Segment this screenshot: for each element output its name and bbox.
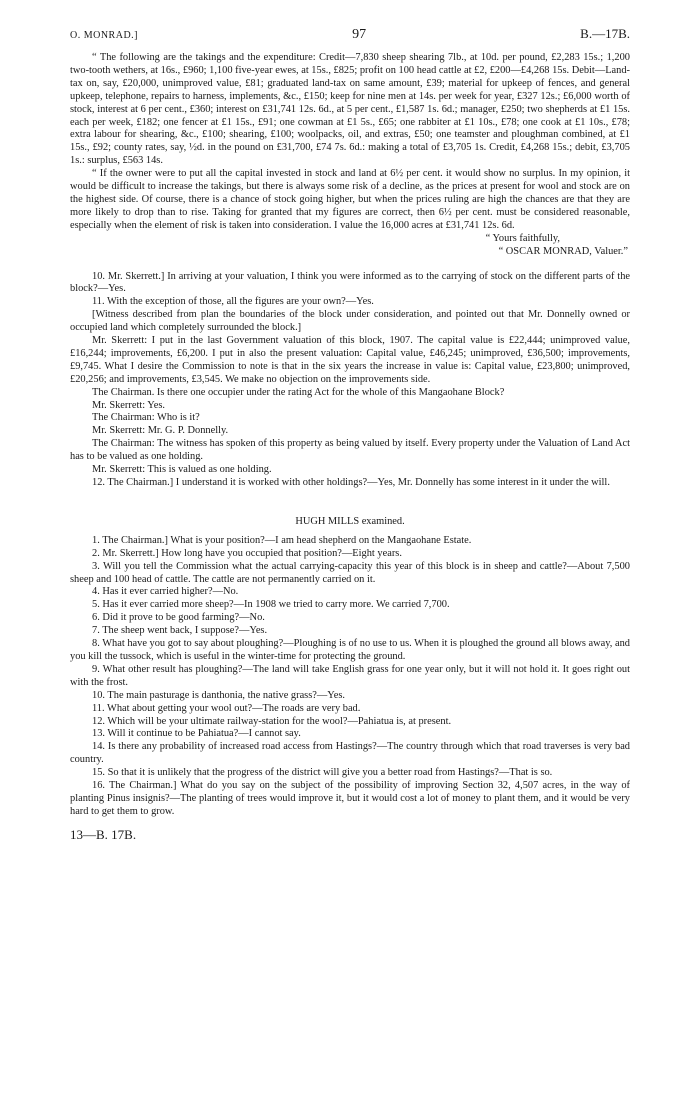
qa-paragraph: 15. So that it is unlikely that the progress of the district will give you a better road from Hastings?—That is so. bbox=[92, 767, 553, 779]
qa-paragraph: 16. The Chairman.] What do you say on the subject of the possibility of improving Section 32, 4,507 acres, in the way of planting Pinus insignis?—The planting of trees would improve it, but it would cost a lot of money to plant them, and it would be very hard to get them to grow. bbox=[70, 780, 630, 817]
qa-paragraph: Mr. Skerrett: This is valued as one holding. bbox=[92, 464, 272, 476]
qa-paragraph: 11. With the exception of those, all the figures are your own?—Yes. bbox=[92, 296, 374, 308]
qa-paragraph: 12. Which will be your ultimate railway-station for the wool?—Pahiatua is, at present. bbox=[92, 715, 452, 727]
qa-paragraph: 1. The Chairman.] What is your position?—I am head shepherd on the Mangaohane Estate. bbox=[92, 534, 472, 546]
qa-paragraph: 7. The sheep went back, I suppose?—Yes. bbox=[92, 625, 268, 637]
letter-signature: “ OSCAR MONRAD, Valuer.” bbox=[498, 245, 628, 257]
section-title: HUGH MILLS examined. bbox=[295, 515, 405, 527]
qa-paragraph: The Chairman. Is there one occupier under the rating Act for the whole of this Mangaohane Block? bbox=[92, 386, 505, 398]
qa-paragraph: Mr. Skerrett: Yes. bbox=[92, 399, 166, 411]
qa-paragraph: Mr. Skerrett: Mr. G. P. Donnelly. bbox=[92, 425, 229, 437]
qa-paragraph: 10. The main pasturage is danthonia, the native grass?—Yes. bbox=[92, 689, 345, 701]
qa-paragraph: 6. Did it prove to be good farming?—No. bbox=[92, 612, 265, 624]
qa-paragraph: 5. Has it ever carried more sheep?—In 1908 we tried to carry more. We carried 7,700. bbox=[92, 599, 450, 611]
qa-paragraph: 8. What have you got to say about ploughing?—Ploughing is of no use to us. When it is ploughed the ground all blows away, and you kill the tussock, which is useful in the winter-time for protecting the ground. bbox=[70, 638, 630, 662]
qa-paragraph: [Witness described from plan the boundaries of the block under consideration, and pointed out that Mr. Donnelly owned or occupied land which completely surrounded the block.] bbox=[70, 309, 630, 334]
qa-paragraph: Mr. Skerrett: I put in the last Government valuation of this block, 1907. The capital value is £22,444; unimproved value, £16,244; improvements, £6,200. I put in also the present valuation: Capital value, £46,245; unimproved, £36,500; improvements, £9,745. What I desire the Commission to note is that in the six years the increase in value is: Capital value, £23,800; unimproved, £20,256; and improvements, £3,545. We make no objection on the improvements side. bbox=[70, 335, 630, 385]
qa-paragraph: 10. Mr. Skerrett.] In arriving at your valuation, I think you were informed as to the carrying of stock on the different parts of the block?—Yes. bbox=[70, 270, 630, 295]
qa-paragraph: 13. Will it continue to be Pahiatua?—I cannot say. bbox=[92, 728, 301, 740]
page-footer: 13—B. 17B. bbox=[70, 826, 137, 842]
paper-reference: B.—17B. bbox=[580, 26, 630, 41]
qa-paragraph: 3. Will you tell the Commission what the actual carrying-capacity this year of this block is in sheep and cattle?—About 7,500 sheep and 100 head of cattle. The cattle are not permanently carried on it. bbox=[70, 560, 630, 585]
qa-paragraph: 4. Has it ever carried higher?—No. bbox=[92, 586, 239, 598]
valuer-letter bbox=[70, 52, 630, 259]
header-witness: O. MONRAD.] bbox=[70, 30, 138, 41]
page-header bbox=[70, 28, 630, 46]
qa-paragraph: 12. The Chairman.] I understand it is worked with other holdings?—Yes, Mr. Donnelly has some interest in it under the will. bbox=[92, 477, 610, 488]
examination-continued bbox=[70, 271, 630, 490]
letter-paragraph: “ The following are the takings and the expenditure: Credit—7,830 sheep shearing 7lb., at 10d. per pound, £2,283 15s.; 1,200 two-tooth wethers, at 16s., £960; 1,100 five-year ewes, at 15s., £825; profit on 100 head cattle at £2, £200—£4,268 15s. Debit—Land-tax on, say, £20,000, unimproved value, £81; graduated land-tax on same amount, £39; material for upkeep of fences, and general upkeep, telephone, repairs to harness, implements, &c., £150; keep for nine men at 14s. per week for year, £327 12s.; £6,000 worth of stock, interest at 6 per cent., £360; interest on £31,741 12s. 6d., at 5 per cent., £1,587 1s. 6d.; manager, £250; two shepherds at £1 15s. each per week, £182; one fencer at £1 15s., £91; one cowman at £1 5s., £65; one rabbiter at £1 10s., £78; one cook at £1 10s., £78; extra labour for shearing, &c., £100; shearing, £100; woolpacks, oil, and extras, £50; one teamster and ploughman combined, at £1 15s., £92; county rates, say, ½d. in the pound on £31,700, £74 7s. 6d.: making a total of £3,705 1s. Credit, £4,268 15s.; debit, £3,705 1s.: surplus, £563 14s. bbox=[70, 52, 630, 167]
qa-paragraph: 14. Is there any probability of increased road access from Hastings?—The country through which that road traverses is very bad country. bbox=[70, 741, 630, 766]
qa-paragraph: 2. Mr. Skerrett.] How long have you occupied that position?—Eight years. bbox=[92, 547, 402, 559]
qa-paragraph: The Chairman: The witness has spoken of this property as being valued by itself. Every property under the Valuation of Land Act has to be valued as one holding. bbox=[70, 438, 630, 463]
page-number: 97 bbox=[352, 27, 367, 42]
qa-paragraph: 11. What about getting your wool out?—The roads are very bad. bbox=[92, 702, 361, 714]
qa-paragraph: 9. What other result has ploughing?—The land will take English grass for one year only, but it will not hold it. It goes right out with the frost. bbox=[70, 663, 630, 688]
letter-closing: “ Yours faithfully, bbox=[485, 232, 560, 244]
qa-paragraph: The Chairman: Who is it? bbox=[92, 412, 200, 424]
letter-paragraph: “ If the owner were to put all the capital invested in stock and land at 6½ per cent. it would show no surplus. In my opinion, it would be difficult to increase the takings, but there is always some risk of a decline, as the prices at present for wool and stock are on the highest side. Of course, there is a chance of stock going higher, but when the prices ruling are high the chances are that they are more likely to drop than to rise. Taking for granted that my figures are correct, then 6½ per cent. must be considered reasonable, especially when the element of risk is taken into consideration. I value the 16,000 acres at £31,741 12s. 6d. bbox=[70, 168, 630, 231]
mills-examination bbox=[70, 535, 630, 819]
